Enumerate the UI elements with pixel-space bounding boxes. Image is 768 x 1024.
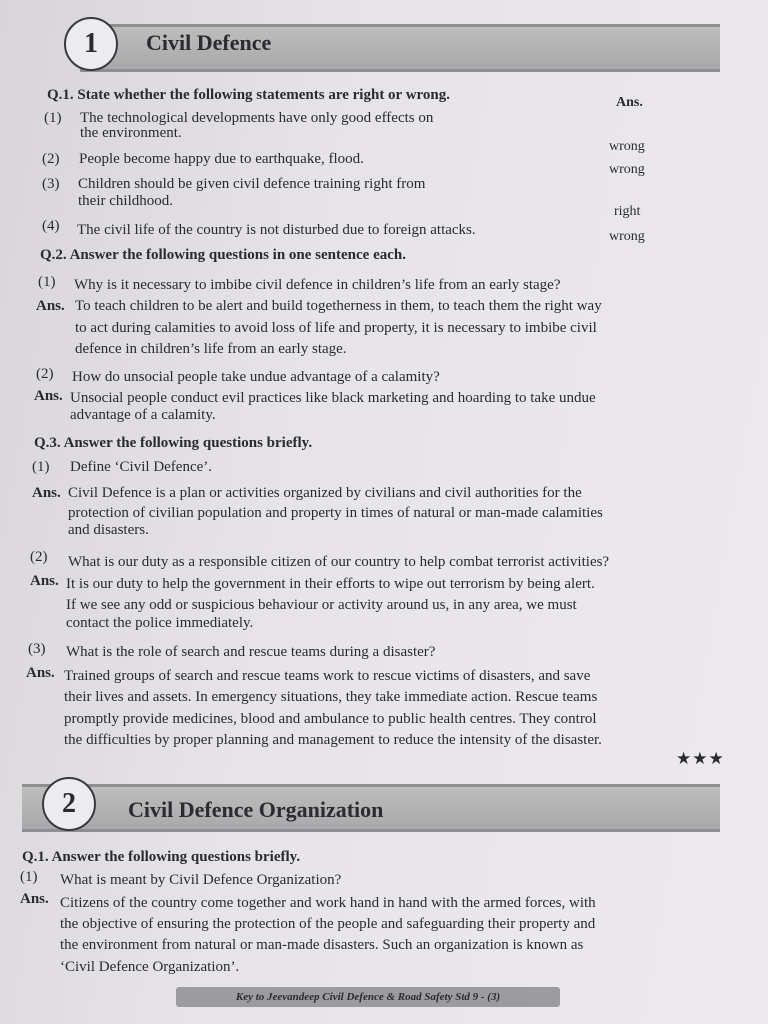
- chapter2-number: 2: [62, 788, 76, 819]
- q2-question-1-number: (1): [38, 274, 56, 290]
- q3-answer-3-line: their lives and assets. In emergency situations, they take immediate action. Rescue teams: [64, 689, 598, 705]
- q2-answer-1-line: defence in children’s life from an early stage.: [75, 341, 347, 357]
- statement-4-text: The civil life of the country is not disturbed due to foreign attacks.: [77, 222, 476, 238]
- chapter2-title: Civil Defence Organization: [128, 797, 384, 822]
- ch2-answer-1-line: the environment from natural or man-made disasters. Such an organization is known as: [60, 937, 584, 953]
- ch2-answer-1-line: Citizens of the country come together and work hand in hand with the armed forces, with: [60, 895, 596, 911]
- ch2-question-1-number: (1): [20, 869, 38, 885]
- statement-3-text-cont: their childhood.: [78, 193, 173, 209]
- statement-1-text-cont: the environment.: [80, 125, 182, 141]
- chapter1-number: 1: [84, 28, 98, 59]
- statement-4-answer: wrong: [609, 229, 645, 244]
- q3-answer-2-label: Ans.: [30, 573, 59, 589]
- q3-question-1: Define ‘Civil Defence’.: [70, 459, 213, 475]
- q3-answer-1-line: Civil Defence is a plan or activities organized by civilians and civil authorities for the: [68, 485, 582, 501]
- ch2-q1-heading: Q.1. Answer the following questions briefly.: [22, 849, 301, 865]
- statement-1-text: The technological developments have only good effects on: [80, 110, 434, 126]
- q3-answer-3-line: Trained groups of search and rescue teams work to rescue victims of disasters, and save: [64, 668, 591, 684]
- q3-answer-1-label: Ans.: [32, 485, 61, 501]
- q3-answer-1-line: protection of civilian population and property in times of natural or man-made calamities: [68, 505, 603, 521]
- ch2-question-1: What is meant by Civil Defence Organization?: [60, 872, 342, 888]
- q2-answer-1-line: To teach children to be alert and build togetherness in them, to teach them the right way: [75, 298, 602, 314]
- q3-question-2: What is our duty as a responsible citizen of our country to help combat terrorist activities?: [68, 554, 610, 570]
- q3-answer-3-line: promptly provide medicines, blood and ambulance to public health centres. They control: [64, 711, 597, 727]
- q2-answer-1-line: to act during calamities to avoid loss of life and property, it is necessary to imbibe civil: [75, 320, 597, 336]
- q2-answer-2-line: advantage of a calamity.: [70, 407, 216, 423]
- q2-question-2-number: (2): [36, 366, 54, 382]
- q2-question-1: Why is it necessary to imbibe civil defence in children’s life from an early stage?: [74, 277, 561, 293]
- chapter2-number-circle: [42, 777, 96, 831]
- q2-answer-2-label: Ans.: [34, 388, 63, 404]
- q3-question-1-number: (1): [32, 459, 50, 475]
- q1-heading: Q.1. State whether the following statements are right or wrong.: [47, 87, 451, 103]
- statement-3-number: (3): [42, 176, 60, 192]
- q2-question-2: How do unsocial people take undue advantage of a calamity?: [72, 369, 440, 385]
- q3-question-2-number: (2): [30, 549, 48, 565]
- ch2-answer-1-line: ‘Civil Defence Organization’.: [60, 959, 240, 975]
- statement-2-text: People become happy due to earthquake, flood.: [79, 151, 364, 167]
- ch2-answer-1-line: the objective of ensuring the protection of the people and safeguarding their property and: [60, 916, 596, 932]
- q2-heading: Q.2. Answer the following questions in one sentence each.: [40, 247, 406, 263]
- q3-answer-2-line: If we see any odd or suspicious behaviour or activity around us, in any area, we must: [66, 597, 577, 613]
- q3-answer-3-line: the difficulties by proper planning and management to reduce the intensity of the disaster.: [64, 732, 602, 748]
- q2-answer-1-label: Ans.: [36, 298, 65, 314]
- chapter1-number-circle: [64, 17, 118, 71]
- ans-column-header: Ans.: [616, 95, 643, 110]
- q3-answer-3-label: Ans.: [26, 665, 55, 681]
- q3-answer-1-line: and disasters.: [68, 522, 149, 538]
- statement-1-number: (1): [44, 110, 62, 126]
- statement-4-number: (4): [42, 218, 60, 234]
- statement-1-answer: wrong: [609, 139, 645, 154]
- statement-2-number: (2): [42, 151, 60, 167]
- q3-heading: Q.3. Answer the following questions briefly.: [34, 435, 313, 451]
- statement-3-answer: right: [614, 204, 641, 219]
- ch2-answer-1-label: Ans.: [20, 891, 49, 907]
- page-footer: Key to Jeevandeep Civil Defence & Road Safety Std 9 - (3): [176, 987, 560, 1007]
- q2-answer-2-line: Unsocial people conduct evil practices like black marketing and hoarding to take undue: [70, 390, 596, 406]
- q3-question-3: What is the role of search and rescue teams during a disaster?: [66, 644, 436, 660]
- statement-3-text: Children should be given civil defence training right from: [78, 176, 426, 192]
- chapter1-title: Civil Defence: [146, 30, 272, 55]
- q3-question-3-number: (3): [28, 641, 46, 657]
- q3-answer-2-line: It is our duty to help the government in their efforts to wipe out terrorism by being alert.: [66, 576, 595, 592]
- statement-2-answer: wrong: [609, 162, 645, 177]
- q3-answer-2-line: contact the police immediately.: [66, 615, 254, 631]
- section-end-stars: ★★★: [676, 749, 725, 768]
